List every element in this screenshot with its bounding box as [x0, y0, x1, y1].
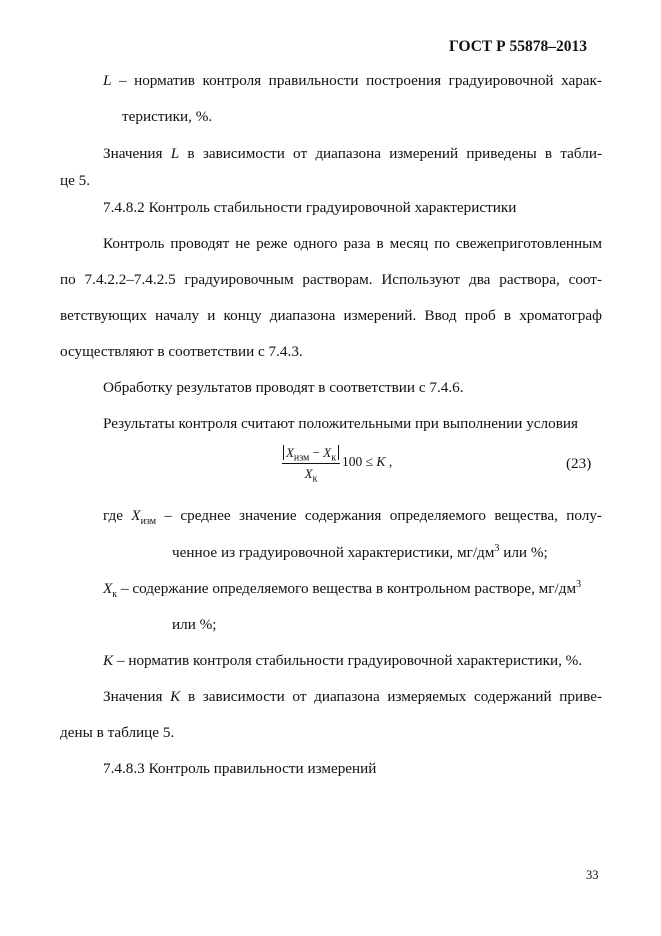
- section-heading-7-4-8-2: 7.4.8.2 Контроль стабильности градуировочной характеристики: [103, 199, 517, 216]
- symbol-l: L: [103, 72, 112, 89]
- section-heading-7-4-8-3: 7.4.8.3 Контроль правильности измерений: [103, 760, 377, 777]
- values-k-line: Значения K в зависимости от диапазона измеряемых содержаний приве-: [103, 688, 602, 705]
- definition-l-continuation: теристики, %.: [122, 108, 213, 125]
- page-number: 33: [586, 868, 599, 882]
- values-l-pre: Значения: [103, 145, 171, 162]
- values-l-line: [103, 145, 602, 163]
- formula-denominator: $X_к$: [304, 466, 318, 485]
- formula-23: [276, 443, 416, 489]
- control-paragraph-line-1: Контроль проводят не реже одного раза в месяц по свежеприготовленным: [103, 235, 602, 252]
- definition-x-k-line: $X_к$ – содержание определяемого вещества в контрольном растворе, $мг/дм^3$: [103, 578, 582, 601]
- definition-l-line: [103, 72, 602, 90]
- definition-x-k-continuation: или %;: [172, 616, 217, 633]
- formula-numerator: $X_{изм} - X_к$: [282, 443, 340, 463]
- processing-paragraph: Обработку результатов проводят в соответствии с 7.4.6.: [103, 379, 464, 396]
- results-paragraph: Результаты контроля считают положительными при выполнении условия: [103, 415, 579, 432]
- values-l-text: в зависимости от диапазона измерений приведены в табли-: [179, 145, 602, 162]
- document-header: ГОСТ Р 55878–2013: [449, 38, 587, 55]
- control-paragraph-line-2: по 7.4.2.2–7.4.2.5 градуировочным растворам. Используют два раствора, соот-: [60, 271, 602, 288]
- symbol-l-2: L: [170, 145, 180, 162]
- definition-l-text: – норматив контроля правильности построения градуировочной харак-: [111, 72, 602, 89]
- values-l-continuation: це 5.: [60, 172, 91, 189]
- values-k-continuation: дены в таблице 5.: [60, 724, 175, 741]
- control-paragraph-line-3: ветствующих началу и концу диапазона измерений. Ввод проб в хроматограф: [60, 307, 602, 324]
- equation-number: (23): [566, 455, 592, 472]
- formula-rhs: 100 ≤ K ,: [342, 454, 393, 469]
- formula-fraction: [282, 443, 340, 484]
- definition-k-line: K – норматив контроля стабильности градуировочной характеристики, %.: [103, 652, 583, 669]
- control-paragraph-line-4: осуществляют в соответствии с 7.4.3.: [60, 343, 303, 360]
- definition-x-izm-continuation: ченное из градуировочной характеристики, $мг/дм^3$ или %;: [172, 542, 548, 561]
- definition-x-izm-line: где $X_{изм}$ – среднее значение содержания определяемого вещества, полу-: [103, 507, 602, 528]
